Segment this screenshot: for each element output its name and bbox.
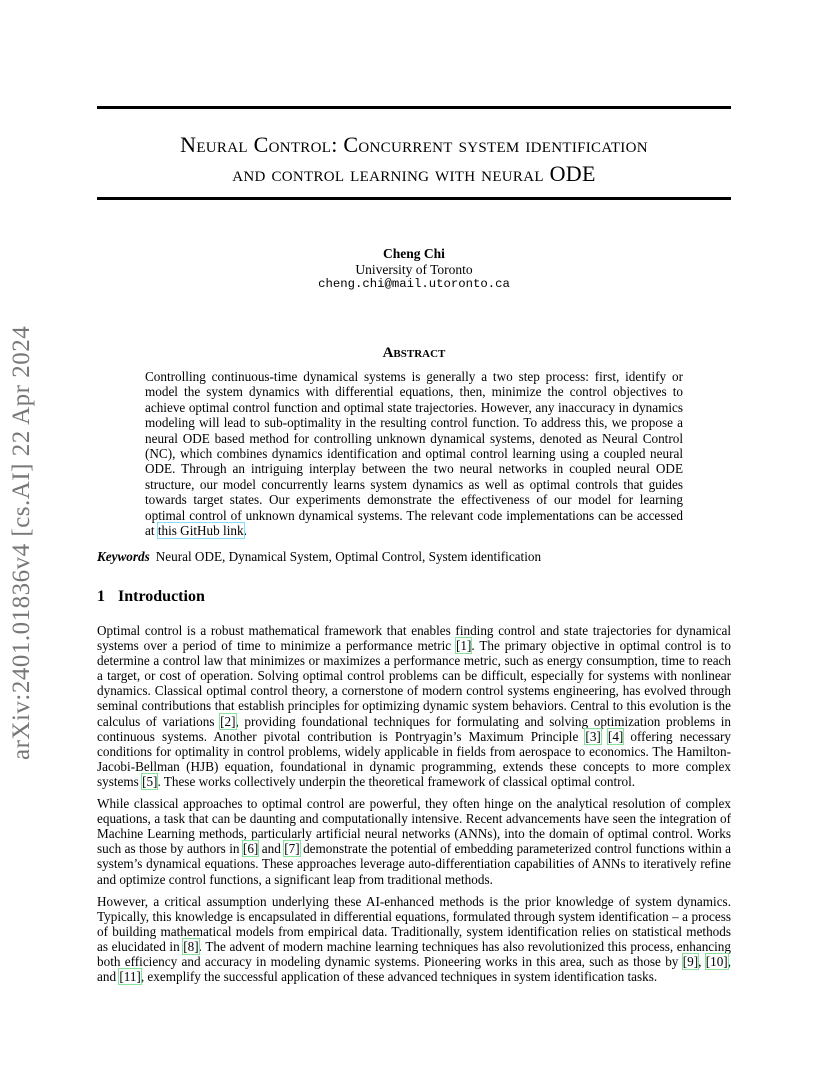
text-run: Optimal control is a robust mathematical framework that enables finding control and state trajectories for dynamical systems over a period of time to minimize a performance metric (97, 623, 731, 654)
abstract-heading: Abstract (382, 345, 446, 361)
section-heading (97, 588, 205, 606)
title-rule-top (97, 106, 731, 109)
citation-link[interactable]: [7] (284, 841, 300, 857)
citation-link[interactable]: [11] (119, 969, 141, 985)
text-run: However, a critical assumption underlying these AI-enhanced methods is the prior knowledge of system dynamics. Typically, this knowledge is encapsulated in differential equations, formulated through system identification – a process of building mathematical models from empirical data. Traditionally, system identification relies on statistical methods as elucidated in (97, 893, 731, 954)
author-email: cheng.chi@mail.utoronto.ca (318, 277, 510, 291)
text-run: . The advent of modern machine learning techniques has also revolutionized this process, enhancing both efficiency and accuracy in modeling dynamic systems. Pioneering works in this area, such as those by (97, 938, 731, 969)
author-block (97, 246, 731, 293)
citation-link[interactable]: [5] (142, 773, 158, 789)
abstract-text (145, 369, 683, 538)
author-name: Cheng Chi (383, 246, 445, 261)
citation-link[interactable]: [4] (607, 728, 624, 744)
text-run: While classical approaches to optimal control are powerful, they often hinge on the analytical resolution of complex equations, a task that can be daunting and computationally intensive. Recent advancements have seen the integration of Machine Learning methods, particularly artificial neural networks (ANNs), into the domain of optimal control. Works such as those by authors in (97, 796, 731, 857)
keywords-label: Keywords (97, 549, 150, 564)
text-run: , providing foundational techniques for formulating and solving optimization problems in continuous systems. Another pivotal contribution is Pontryagin’s Maximum Principle (97, 713, 731, 744)
text-run (601, 729, 608, 744)
title-rule-bottom (97, 197, 731, 200)
abstract-end: . (243, 523, 247, 539)
paragraph-1 (97, 623, 731, 789)
text-run: . These works collectively underpin the theoretical framework of classical optimal control. (157, 773, 636, 789)
text-run: . The primary objective in optimal control is to determine a control law that minimizes or maximizes a performance metric, such as energy consumption, time to reach a target, or cost of operation. Solving optimal control problems can be difficult, especially for systems with nonlinear dynamics. Classical optimal control theory, a cornerstone of modern control systems engineering, has evolved through seminal contributions that establish principles for optimizing dynamic system behaviors. Central to this evolution is the calculus of variations (97, 638, 731, 729)
text-run: and (258, 841, 285, 857)
citation-link[interactable]: [2] (220, 713, 236, 729)
body-text (97, 623, 731, 991)
abstract-body: Controlling continuous-time dynamical systems is generally a two step process: first, identify or model the system dynamics with differential equations, then, minimize the control objectives to achieve optimal control function and optimal state trajectories. However, any inaccuracy in dynamics modeling will lead to sub-optimality in the resulting control function. To address this, we propose a neural ODE based method for controlling unknown dynamical systems, denoted as Neural Control (NC), which combines dynamics identification and optimal control learning using a coupled neural ODE. Through an intriguing interplay between the two neural networks in coupled neural ODE structure, our model concurrently learns system dynamics as well as optimal controls that guides towards target states. Our experiments demonstrate the effectiveness of our model for learning optimal control of unknown dynamical systems. The relevant code implementations can be accessed at (145, 369, 683, 539)
github-link[interactable]: this GitHub link (157, 523, 244, 539)
section-number: 1 (97, 588, 105, 605)
citation-link[interactable]: [3] (585, 728, 601, 744)
title-line-2: and control learning with neural ODE (232, 161, 596, 186)
citation-link[interactable]: [8] (183, 938, 199, 954)
text-run: , exemplify the successful application of these advanced techniques in system identification tasks. (140, 969, 658, 985)
section-title: Introduction (118, 588, 205, 605)
text-run: offering necessary conditions for optimality in control problems, widely applicable in fields from aerospace to economics. The Hamilton-Jacobi-Bellman (HJB) equation, foundational in dynamic programming, extends these concepts to more complex systems (97, 728, 731, 789)
keywords-text: Neural ODE, Dynamical System, Optimal Control, System identification (155, 549, 542, 564)
citation-link[interactable]: [10] (705, 953, 728, 969)
paragraph-2 (97, 796, 731, 887)
keywords (97, 549, 731, 564)
author-affiliation: University of Toronto (355, 261, 473, 277)
citation-link[interactable]: [1] (456, 638, 472, 654)
text-run: , (698, 953, 706, 969)
arxiv-identifier: arXiv:2401.01836v4 [cs.AI] 22 Apr 2024 (8, 325, 35, 760)
title-line-1: Neural Control: Concurrent system identification (180, 132, 648, 157)
paragraph-3 (97, 894, 731, 985)
paper-title (97, 130, 731, 188)
citation-link[interactable]: [6] (242, 841, 259, 857)
text-run: , and (97, 953, 731, 985)
text-run: demonstrate the potential of embedding parameterized control functions within a system’s dynamical equations. These approaches leverage auto-differentiation capabilities of ANNs to iteratively refine and optimize control functions, a significant leap from traditional methods. (97, 841, 732, 887)
citation-link[interactable]: [9] (682, 953, 699, 969)
